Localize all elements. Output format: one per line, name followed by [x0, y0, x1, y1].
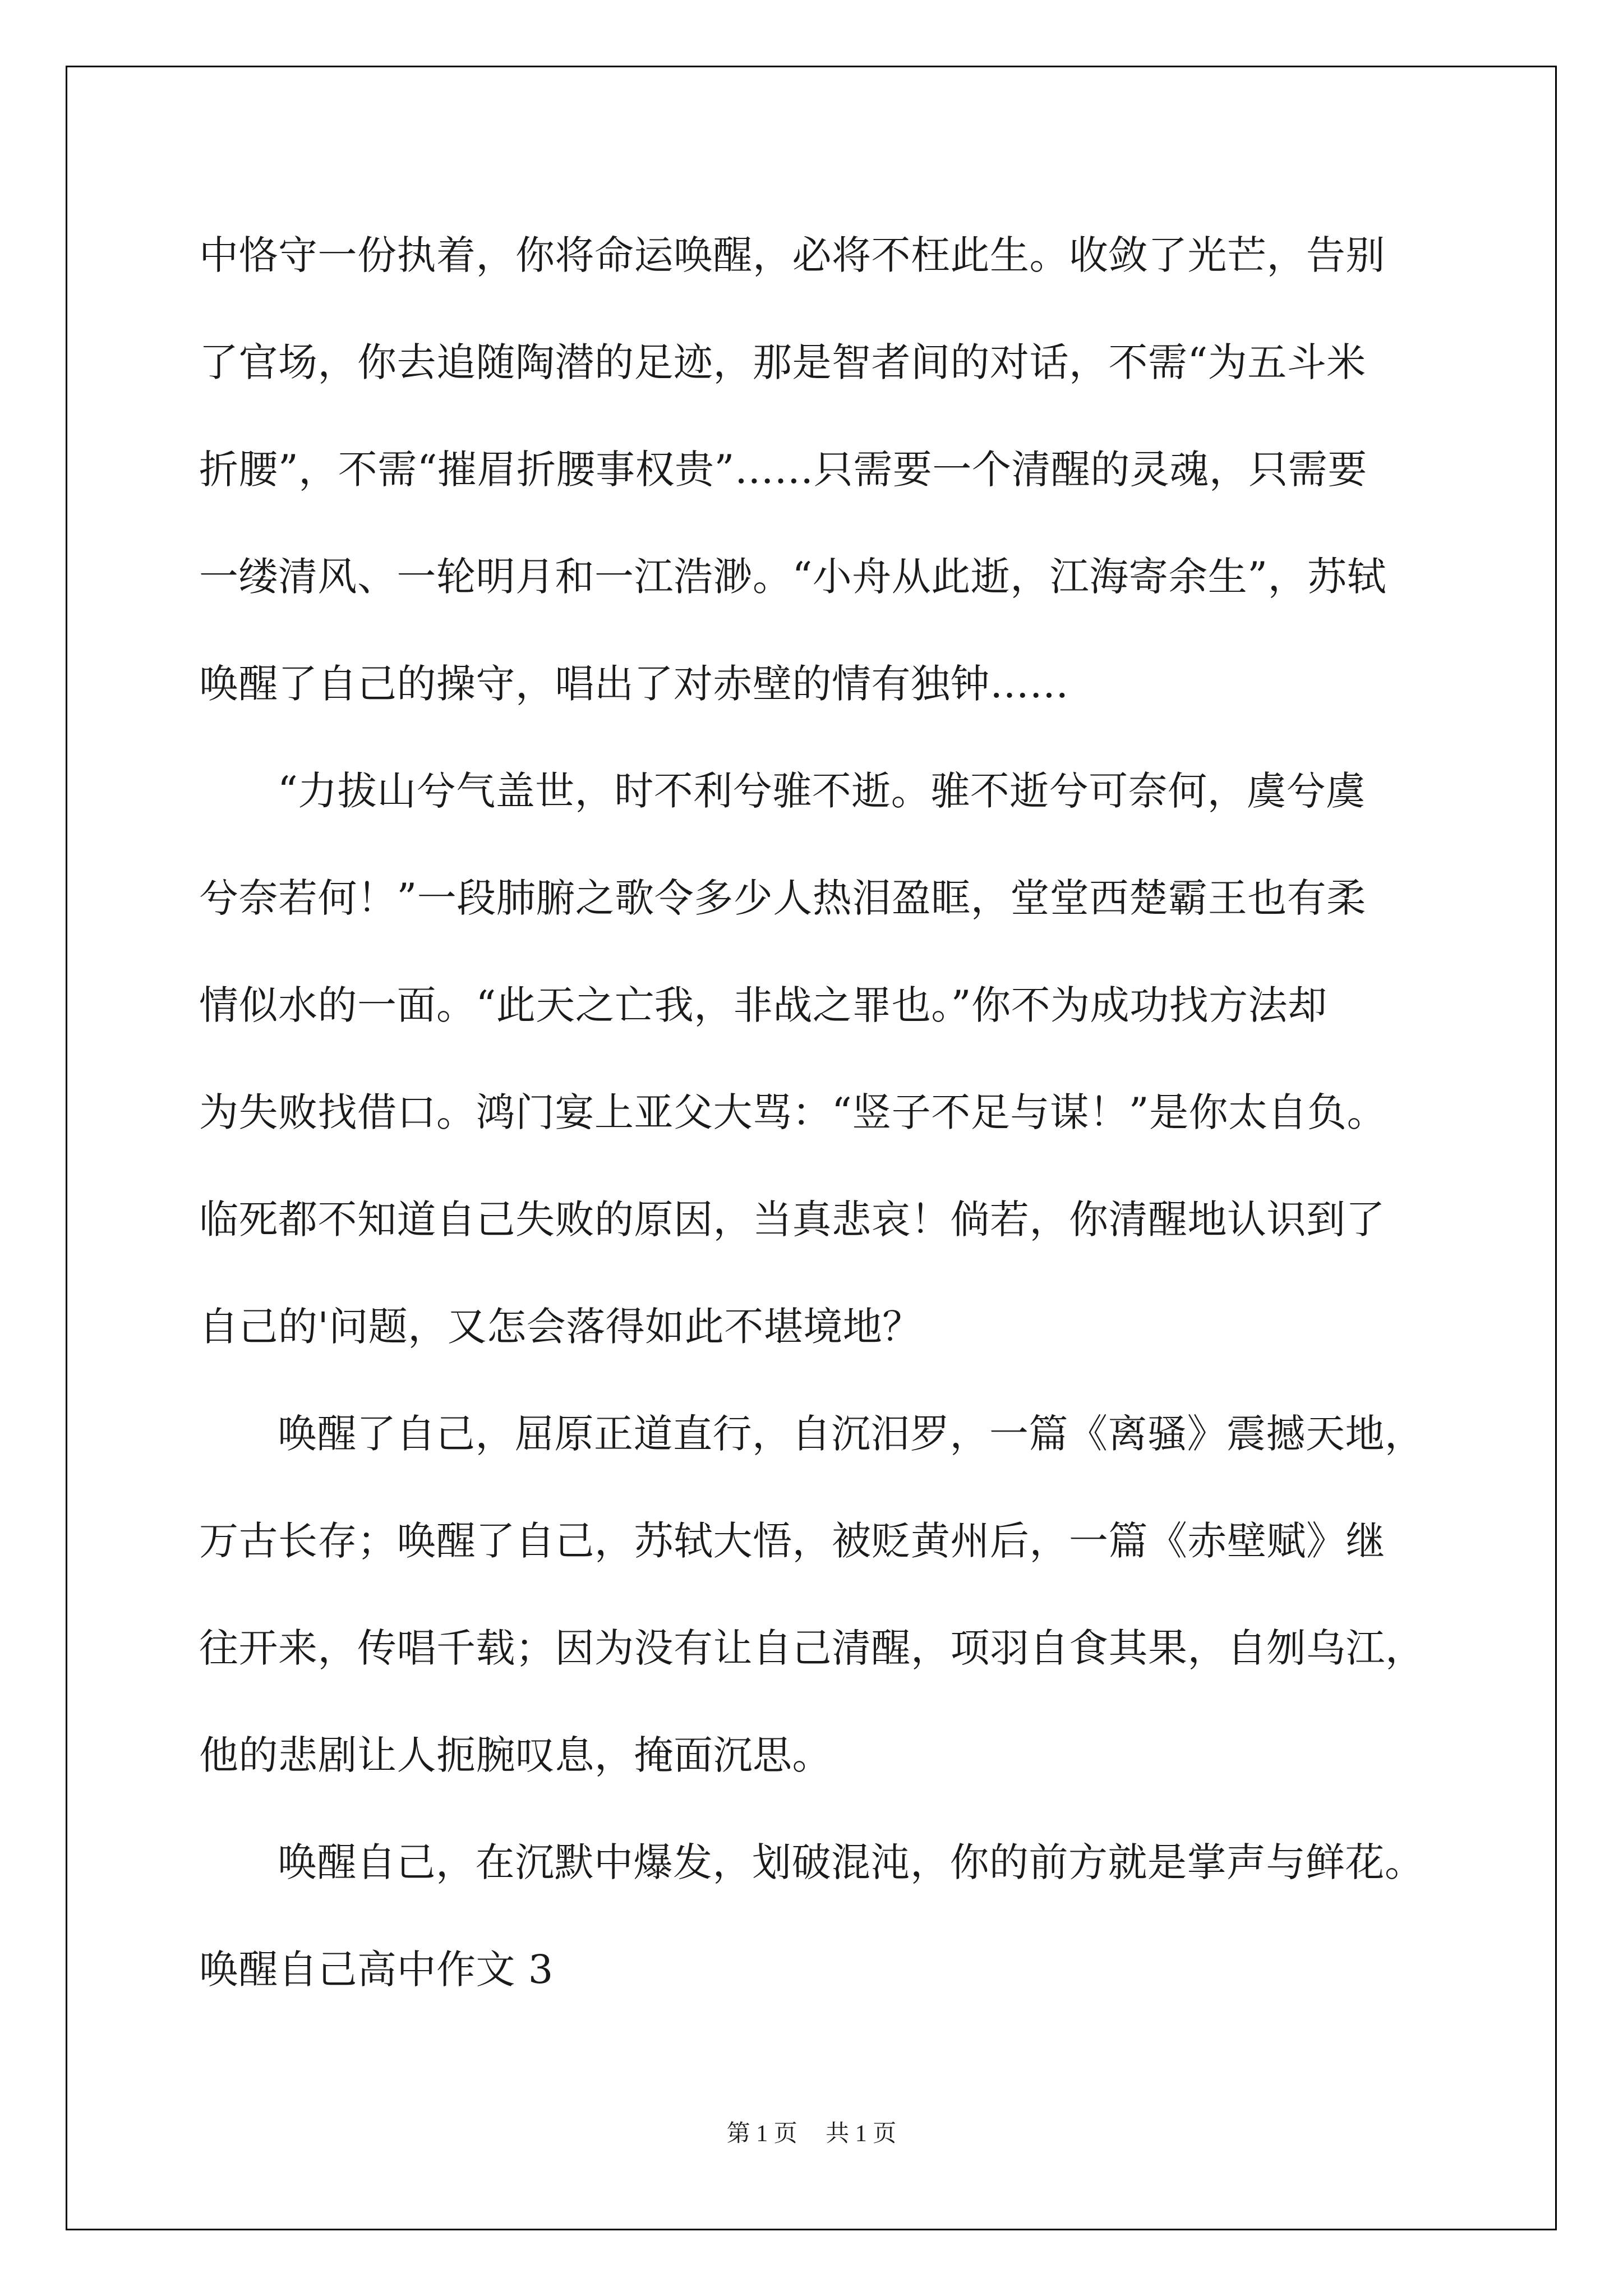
document-body	[199, 202, 1433, 2023]
text-line: 了官场，你去追随陶潜的足迹，那是智者间的对话，不需“为五斗米	[199, 339, 1366, 385]
paragraph-start-line: “力拔山兮气盖世，时不利兮骓不逝。骓不逝兮可奈何，虞兮虞	[278, 768, 1366, 814]
paragraph-start-line: 唤醒了自己，屈原正道直行，自沉汨罗，一篇《离骚》震撼天地，	[278, 1411, 1424, 1457]
text-line: 中恪守一份执着，你将命运唤醒，必将不枉此生。收敛了光芒，告别	[199, 232, 1385, 278]
page-footer	[0, 2115, 1623, 2148]
text-line: 兮奈若何！”一段肺腑之歌令多少人热泪盈眶，堂堂西楚霸王也有柔	[199, 875, 1366, 921]
section-heading: 唤醒自己高中作文 3	[199, 1947, 554, 1993]
text-line: 万古长存；唤醒了自己，苏轼大悟，被贬黄州后，一篇《赤壁赋》继	[199, 1518, 1385, 1564]
text-line: 往开来，传唱千载；因为没有让自己清醒，项羽自食其果，自刎乌江，	[199, 1625, 1425, 1671]
text-line: 自己的'问题，又怎会落得如此不堪境地？	[199, 1304, 922, 1350]
text-line: 为失败找借口。鸿门宴上亚父大骂：“竖子不足与谋！”是你太自负。	[199, 1089, 1387, 1135]
page-total: 共 1 页	[826, 2121, 897, 2147]
text-line: 他的悲剧让人扼腕叹息，掩面沉思。	[199, 1732, 832, 1778]
text-line: 一缕清风、一轮明月和一江浩渺。“小舟从此逝，江海寄余生”，苏轼	[199, 554, 1387, 600]
text-line: 唤醒了自己的操守，唱出了对赤壁的情有独钟……	[199, 661, 1069, 707]
page-number: 第 1 页	[726, 2121, 797, 2147]
text-line: 情似水的一面。“此天之亡我，非战之罪也。”你不为成功找方法却	[199, 982, 1327, 1028]
text-line: 折腰”，不需“摧眉折腰事权贵”……只需要一个清醒的灵魂，只需要	[199, 447, 1367, 493]
text-line: 临死都不知道自己失败的原因，当真悲哀！倘若，你清醒地认识到了	[199, 1197, 1385, 1243]
paragraph-start-line: 唤醒自己，在沉默中爆发，划破混沌，你的前方就是掌声与鲜花。	[278, 1839, 1424, 1885]
